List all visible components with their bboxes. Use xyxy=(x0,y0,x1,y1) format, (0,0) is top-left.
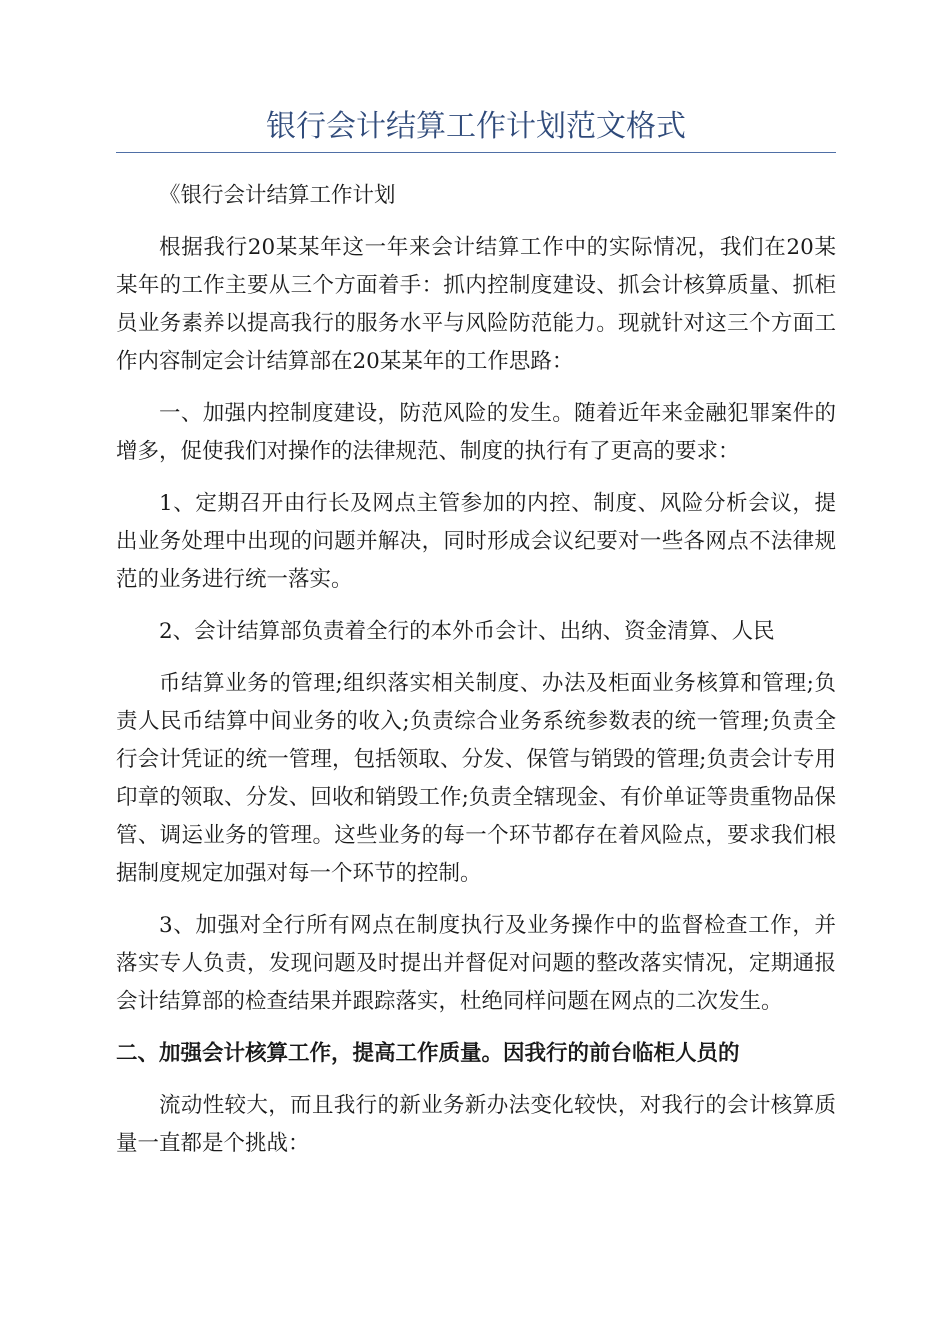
document-page xyxy=(116,104,836,1163)
paragraph-item-2: 2、会计结算部负责着全行的本外币会计、出纳、资金清算、人民 xyxy=(159,619,775,644)
paragraph-section-two: 流动性较大，而且我行的新业务新办法变化较快，对我行的会计核算质量一直都是个挑战： xyxy=(116,1093,836,1156)
paragraph-item-2-continued: 币结算业务的管理;组织落实相关制度、办法及柜面业务核算和管理;负责人民币结算中间业务的收入;负责综合业务系统参数表的统一管理;负责全行会计凭证的统一管理，包括领取、分发、保管与销毁的管理;负责会计专用印章的领取、分发、回收和销毁工作;负责全辖现金、有价单证等贵重物品保管、调运业务的管理。这些业务的每一个环节都存在着风险点，要求我们根据制度规定加强对每一个环节的控制。 xyxy=(116,671,836,886)
paragraph-item-3: 3、加强对全行所有网点在制度执行及业务操作中的监督检查工作，并落实专人负责，发现问题及时提出并督促对问题的整改落实情况，定期通报会计结算部的检查结果并跟踪落实，杜绝同样问题在网点的二次发生。 xyxy=(116,913,836,1014)
heading-section-two: 二、加强会计核算工作，提高工作质量。因我行的前台临柜人员的 xyxy=(116,1041,740,1066)
document-title: 银行会计结算工作计划范文格式 xyxy=(116,104,836,153)
paragraph-intro: 根据我行20某某年这一年来会计结算工作中的实际情况，我们在20某某年的工作主要从三个方面着手：抓内控制度建设、抓会计核算质量、抓柜员业务素养以提高我行的服务水平与风险防范能力。现就针对这三个方面工作内容制定会计结算部在20某某年的工作思路： xyxy=(116,235,836,374)
paragraph-section-one: 一、加强内控制度建设，防范风险的发生。随着近年来金融犯罪案件的增多，促使我们对操作的法律规范、制度的执行有了更高的要求： xyxy=(116,401,836,464)
paragraph-item-1: 1、定期召开由行长及网点主管参加的内控、制度、风险分析会议，提出业务处理中出现的问题并解决，同时形成会议纪要对一些各网点不法律规范的业务进行统一落实。 xyxy=(116,491,836,592)
paragraph-subtitle: 《银行会计结算工作计划 xyxy=(159,183,396,208)
